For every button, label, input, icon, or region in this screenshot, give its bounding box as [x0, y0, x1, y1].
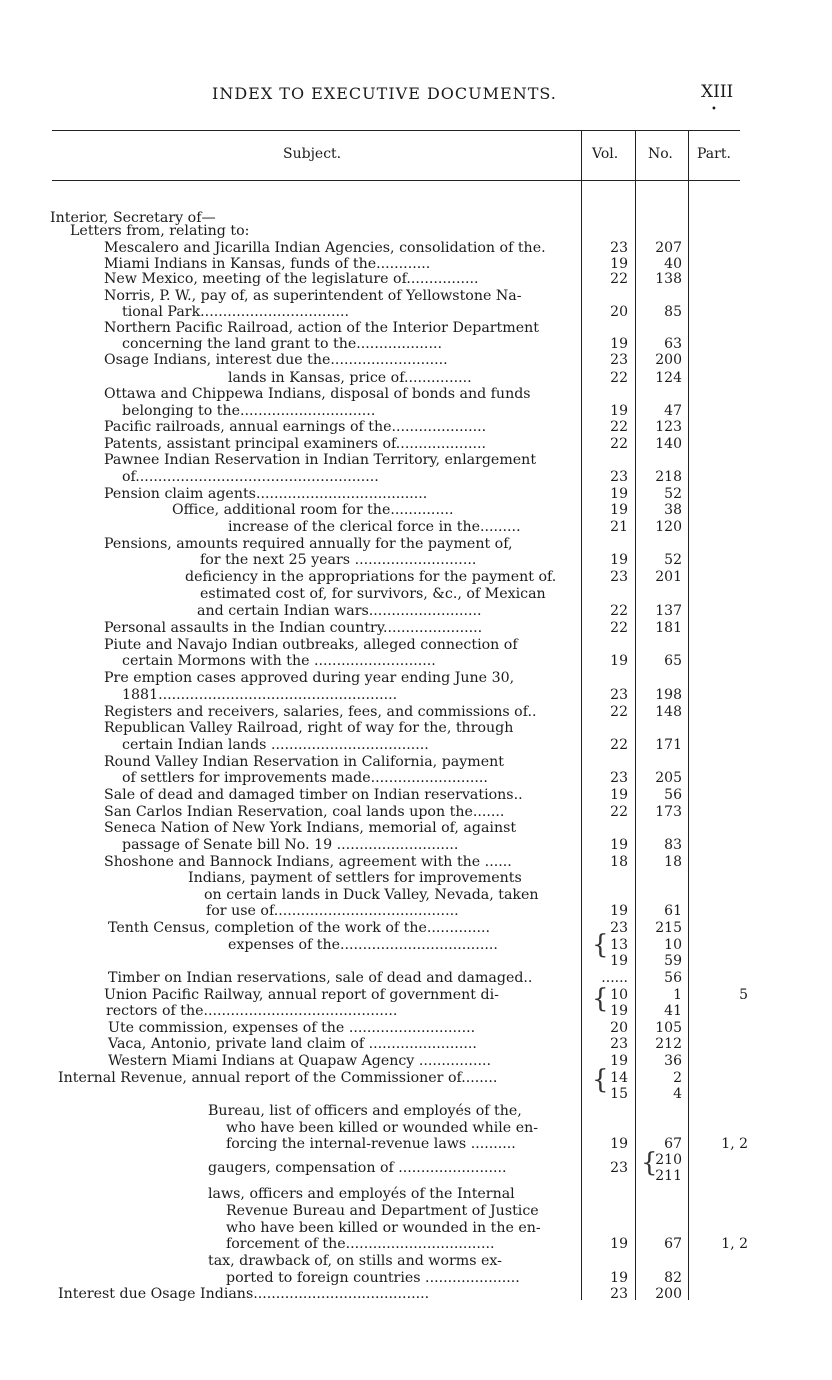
entry-subject: passage of Senate bill No. 19 ........................... [122, 837, 459, 853]
entry-vol: 19 [610, 1236, 628, 1252]
entry-subject: Pawnee Indian Reservation in Indian Territory, enlargement [104, 452, 537, 468]
entry-number: 123 [655, 419, 682, 435]
entry-vol: 19 [610, 502, 628, 518]
entry-vol: 22 [610, 704, 628, 720]
entry-part: 5 [739, 987, 748, 1003]
entry-vol: 22 [610, 620, 628, 636]
entry-vol: 19 [610, 336, 628, 352]
entry-subject: expenses of the................................... [228, 937, 498, 953]
entry-number: 83 [664, 837, 682, 853]
entry-subject: forcement of the................................. [226, 1236, 495, 1252]
entry-number: 63 [664, 336, 682, 352]
entry-number: 198 [655, 687, 682, 703]
entry-vol: 19 [610, 256, 628, 272]
entry-subject: Sale of dead and damaged timber on Indian reservations.. [104, 787, 523, 803]
entry-number: 200 [655, 1286, 682, 1302]
entry-subject: for the next 25 years ........................... [200, 552, 477, 568]
entry-vol: 21 [610, 519, 628, 535]
page-number: XIII [701, 82, 734, 102]
entry-subject: and certain Indian wars......................... [197, 603, 482, 619]
entry-subject: Bureau, list of officers and employés of the, [208, 1103, 522, 1119]
entry-number: 4 [673, 1086, 682, 1102]
entry-vol: 19 [610, 1270, 628, 1286]
entry-vol: 18 [610, 854, 628, 870]
entry-part: 1, 2 [721, 1136, 748, 1152]
entry-vol: 23 [610, 920, 628, 936]
entry-subject: tax, drawback of, on stills and worms ex- [208, 1253, 502, 1269]
entry-number: 171 [655, 737, 682, 753]
entry-number: 124 [655, 370, 682, 386]
entry-number: 137 [655, 603, 682, 619]
entry-subject: Ottawa and Chippewa Indians, disposal of bonds and funds [104, 386, 531, 402]
no-column-divider [635, 130, 636, 1300]
entry-vol: 19 [610, 1003, 628, 1019]
entry-number: 205 [655, 770, 682, 786]
entry-subject: lands in Kansas, price of............... [228, 370, 472, 386]
entry-vol: 19 [610, 903, 628, 919]
entry-subject: who have been killed or wounded while en- [226, 1120, 539, 1136]
entry-subject: who have been killed or wounded in the en- [226, 1220, 541, 1236]
entry-vol: 22 [610, 271, 628, 287]
entry-number: 2 [673, 1070, 682, 1086]
entry-number: 18 [664, 854, 682, 870]
entry-number: 210 [655, 1152, 682, 1168]
entry-subject: Northern Pacific Railroad, action of the Interior Department [104, 320, 539, 336]
entry-number: 173 [655, 804, 682, 820]
entry-subject: Seneca Nation of New York Indians, memorial of, against [104, 820, 517, 836]
entry-vol: 10 [610, 987, 628, 1003]
entry-subject: Republican Valley Railroad, right of way for the, through [104, 720, 514, 736]
entry-vol: 22 [610, 436, 628, 452]
entry-number: 1 [673, 987, 682, 1003]
entry-subject: Vaca, Antonio, private land claim of ........................ [108, 1036, 477, 1052]
entry-part: 1, 2 [721, 1236, 748, 1252]
entry-number: 148 [655, 704, 682, 720]
entry-number: 65 [664, 653, 682, 669]
entry-number: 207 [655, 240, 682, 256]
printer-mark: • [711, 104, 717, 115]
entry-subject: Personal assaults in the Indian country...................... [104, 620, 483, 636]
entry-number: 82 [664, 1270, 682, 1286]
vol-brace: { [592, 930, 609, 960]
entry-number: 40 [664, 256, 682, 272]
entry-vol: 22 [610, 419, 628, 435]
entry-vol: 15 [610, 1086, 628, 1102]
entry-vol: 20 [610, 304, 628, 320]
entry-vol: 22 [610, 804, 628, 820]
entry-number: 67 [664, 1236, 682, 1252]
entry-subject: gaugers, compensation of ........................ [208, 1160, 507, 1176]
entry-subject: Patents, assistant principal examiners of.................... [104, 436, 486, 452]
entry-subject: Timber on Indian reservations, sale of dead and damaged.. [108, 970, 533, 986]
entry-subject: Internal Revenue, annual report of the Commissioner of........ [58, 1070, 498, 1086]
entry-subject: Norris, P. W., pay of, as superintendent of Yellowstone Na- [104, 288, 522, 304]
vol-brace: { [592, 984, 609, 1014]
entry-vol: 23 [610, 1036, 628, 1052]
entry-number: 59 [664, 953, 682, 969]
top-rule [52, 130, 740, 131]
entry-number: 56 [664, 787, 682, 803]
entry-vol: 19 [610, 1053, 628, 1069]
entry-subject: for use of......................................... [206, 903, 459, 919]
entry-subject: Interior, Secretary of— [50, 210, 216, 226]
part-column-header: Part. [697, 146, 731, 162]
entry-number: 215 [655, 920, 682, 936]
entry-vol: 19 [610, 787, 628, 803]
entry-subject: belonging to the.............................. [122, 403, 376, 419]
entry-vol: 23 [610, 687, 628, 703]
entry-subject: Round Valley Indian Reservation in California, payment [104, 754, 504, 770]
entry-vol: 13 [610, 937, 628, 953]
entry-number: 47 [664, 403, 682, 419]
entry-number: 36 [664, 1053, 682, 1069]
entry-number: 120 [655, 519, 682, 535]
entry-number: 211 [655, 1168, 682, 1184]
entry-subject: Pension claim agents...................................... [104, 486, 428, 502]
no-brace: { [641, 1148, 658, 1178]
entry-subject: deficiency in the appropriations for the payment of. [185, 569, 557, 585]
entry-subject: Interest due Osage Indians....................................... [58, 1286, 430, 1302]
entry-number: 140 [655, 436, 682, 452]
entry-vol: 23 [610, 569, 628, 585]
entry-subject: of settlers for improvements made.......................... [122, 770, 488, 786]
page-title: INDEX TO EXECUTIVE DOCUMENTS. [212, 84, 557, 103]
entry-subject: certain Mormons with the ........................... [122, 653, 436, 669]
entry-subject: Indians, payment of settlers for improvements [188, 870, 522, 886]
entry-subject: increase of the clerical force in the......... [228, 519, 521, 535]
entry-subject: 1881..................................................... [122, 687, 398, 703]
vol-column-header: Vol. [592, 146, 619, 162]
entry-subject: estimated cost of, for survivors, &c., of Mexican [200, 586, 546, 602]
entry-vol: 23 [610, 1286, 628, 1302]
entry-number: 212 [655, 1036, 682, 1052]
entry-vol: 14 [610, 1070, 628, 1086]
entry-number: 52 [664, 486, 682, 502]
entry-subject: Pacific railroads, annual earnings of the..................... [104, 419, 487, 435]
entry-vol: 19 [610, 486, 628, 502]
entry-vol: 22 [610, 737, 628, 753]
entry-subject: certain Indian lands ................................... [122, 737, 429, 753]
entry-subject: New Mexico, meeting of the legislature of................ [104, 271, 479, 287]
entry-subject: Ute commission, expenses of the ............................ [108, 1020, 476, 1036]
entry-subject: tional Park................................. [122, 304, 349, 320]
entry-subject: Union Pacific Railway, annual report of government di- [104, 987, 499, 1003]
entry-subject: Tenth Census, completion of the work of the.............. [108, 920, 491, 936]
entry-number: 200 [655, 352, 682, 368]
entry-number: 85 [664, 304, 682, 320]
entry-subject: Letters from, relating to: [70, 223, 250, 239]
entry-number: 41 [664, 1003, 682, 1019]
entry-subject: Registers and receivers, salaries, fees, and commissions of.. [104, 704, 537, 720]
entry-number: 181 [655, 620, 682, 636]
entry-subject: Revenue Bureau and Department of Justice [226, 1203, 539, 1219]
entry-number: 52 [664, 552, 682, 568]
entry-number: 61 [664, 903, 682, 919]
entry-number: 218 [655, 469, 682, 485]
entry-vol: 19 [610, 552, 628, 568]
entry-vol: ...... [601, 970, 628, 986]
entry-vol: 22 [610, 370, 628, 386]
entry-vol: 23 [610, 240, 628, 256]
entry-vol: 19 [610, 953, 628, 969]
vol-column-divider [581, 130, 582, 1300]
entry-subject: Osage Indians, interest due the.......................... [104, 352, 448, 368]
part-column-divider [688, 130, 689, 1300]
entry-vol: 23 [610, 1160, 628, 1176]
entry-subject: concerning the land grant to the................... [122, 336, 442, 352]
no-column-header: No. [648, 146, 673, 162]
entry-subject: Shoshone and Bannock Indians, agreement with the ...... [104, 854, 512, 870]
header-rule [52, 180, 740, 181]
entry-subject: of...................................................... [122, 469, 379, 485]
entry-subject: on certain lands in Duck Valley, Nevada, taken [204, 887, 539, 903]
entry-subject: Pre emption cases approved during year ending June 30, [104, 670, 515, 686]
entry-subject: ported to foreign countries ..................... [226, 1270, 520, 1286]
entry-vol: 23 [610, 352, 628, 368]
entry-subject: laws, officers and employés of the Internal [208, 1186, 515, 1202]
entry-subject: forcing the internal-revenue laws .......... [226, 1136, 516, 1152]
entry-subject: San Carlos Indian Reservation, coal lands upon the....... [104, 804, 505, 820]
entry-vol: 19 [610, 1136, 628, 1152]
entry-number: 105 [655, 1020, 682, 1036]
entry-vol: 19 [610, 403, 628, 419]
entry-number: 10 [664, 937, 682, 953]
entry-vol: 19 [610, 653, 628, 669]
entry-subject: Mescalero and Jicarilla Indian Agencies, consolidation of the. [104, 240, 546, 256]
entry-vol: 22 [610, 603, 628, 619]
entry-number: 38 [664, 502, 682, 518]
entry-vol: 23 [610, 469, 628, 485]
vol-brace: { [592, 1065, 609, 1095]
entry-subject: Miami Indians in Kansas, funds of the............ [104, 256, 431, 272]
entry-subject: Pensions, amounts required annually for the payment of, [104, 536, 513, 552]
entry-vol: 20 [610, 1020, 628, 1036]
entry-subject: Western Miami Indians at Quapaw Agency ................ [108, 1053, 491, 1069]
entry-number: 67 [664, 1136, 682, 1152]
entry-number: 138 [655, 271, 682, 287]
entry-vol: 23 [610, 770, 628, 786]
entry-vol: 19 [610, 837, 628, 853]
entry-subject: Piute and Navajo Indian outbreaks, alleged connection of [104, 637, 518, 653]
entry-subject: rectors of the........................................... [106, 1003, 398, 1019]
entry-number: 201 [655, 569, 682, 585]
entry-number: 56 [664, 970, 682, 986]
subject-column-header: Subject. [283, 146, 342, 162]
entry-subject: Office, additional room for the.............. [172, 502, 454, 518]
